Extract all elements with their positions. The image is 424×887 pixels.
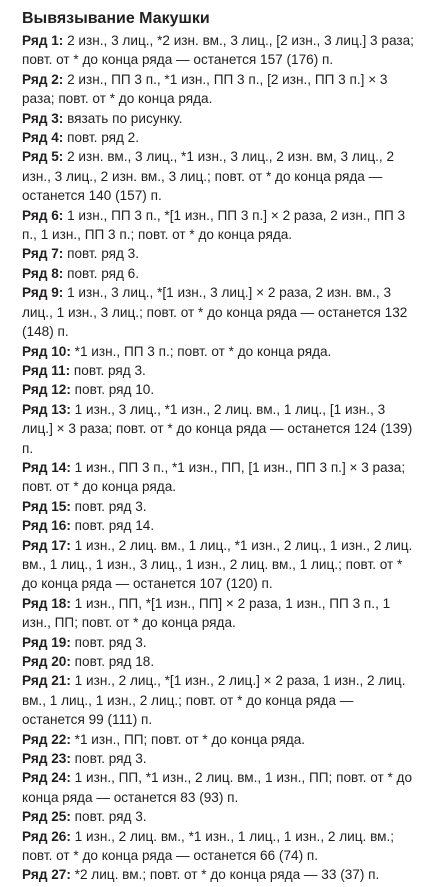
row-label: Ряд 22: (22, 731, 71, 747)
row-label: Ряд 24: (22, 770, 71, 786)
row-label: Ряд 9: (22, 285, 64, 301)
instruction-row (22, 497, 416, 516)
page-title: Вывязывание Макушки (22, 10, 210, 27)
rows-list (22, 31, 416, 885)
instruction-row (22, 827, 416, 866)
instruction-row (22, 70, 416, 109)
instruction-row (22, 109, 416, 128)
instruction-row (22, 865, 416, 884)
row-text: повт. ряд 2. (63, 130, 140, 146)
instruction-row (22, 400, 416, 458)
row-text: повт. ряд 14. (70, 518, 155, 534)
row-label: Ряд 1: (22, 33, 64, 48)
row-text: повт. ряд 3. (70, 751, 147, 767)
row-text: повт. ряд 3. (70, 498, 147, 514)
row-text: 2 изн. вм., 3 лиц., *1 изн., 3 лиц., 2 изн. вм, 3 лиц., 2 изн., 3 лиц., 2 изн. вм., 3 лиц.; повт. от * до конца ряда — останется 140 (157) п. (22, 149, 395, 204)
instruction-row (22, 730, 416, 749)
row-label: Ряд 3: (22, 110, 64, 126)
instruction-row (22, 206, 416, 245)
instruction-row (22, 31, 416, 70)
row-label: Ряд 26: (22, 828, 71, 844)
row-text: 1 изн., 3 лиц., *[1 изн., 3 лиц.] × 2 раза, 2 изн. вм., 3 лиц., 1 изн., 3 лиц.; повт. от * до конца ряда — останется 132 (148) п. (22, 285, 408, 340)
row-label: Ряд 2: (22, 71, 64, 87)
row-label: Ряд 6: (22, 207, 64, 223)
row-label: Ряд 4: (22, 130, 64, 146)
row-label: Ряд 14: (22, 459, 71, 475)
row-text: вязать по рисунку. (63, 110, 183, 126)
row-text: 1 изн., ПП, *[1 изн., ПП] × 2 раза, 1 изн., ПП 3 п., 1 изн., ПП; повт. от * до конца ряда. (22, 595, 391, 631)
instruction-row (22, 807, 416, 826)
row-label: Ряд 27: (22, 867, 71, 883)
row-label: Ряд 13: (22, 401, 71, 417)
row-label: Ряд 8: (22, 265, 64, 281)
row-text: *1 изн., ПП 3 п.; повт. от * до конца ряда. (70, 343, 332, 359)
row-text: 1 изн., 2 лиц. вм., *1 изн., 1 лиц., 1 изн., 2 лиц. вм.; повт. от * до конца ряда — останется 66 (74) п. (22, 828, 395, 864)
instruction-row (22, 244, 416, 263)
row-text: повт. ряд 3. (70, 362, 146, 378)
instruction-row (22, 128, 416, 147)
instruction-row (22, 594, 416, 633)
instruction-row (22, 380, 416, 399)
instruction-row (22, 147, 416, 205)
row-label: Ряд 5: (22, 149, 64, 165)
row-text: *2 лиц. вм.; повт. от * до конца ряда — 33 (37) п. (70, 867, 380, 883)
instruction-row (22, 458, 416, 497)
row-text: повт. ряд 3. (63, 246, 140, 262)
row-text: 2 изн., ПП 3 п., *1 изн., ПП 3 п., [2 изн., ПП 3 п.] × 3 раза; повт. от * до конца ряда. (22, 71, 388, 107)
row-text: 1 изн., 2 лиц. вм., 1 лиц., *1 изн., 2 лиц., 1 изн., 2 лиц. вм., 1 лиц., 1 изн., 3 лиц., 1 изн., 2 лиц. вм., 1 лиц.; повт. от * до конца ряда — останется 107 (120) п. (22, 537, 413, 592)
instruction-row (22, 633, 416, 652)
row-text: *1 изн., ПП; повт. от * до конца ряда. (70, 731, 306, 747)
row-text: 1 изн., 2 лиц., *[1 изн., 2 лиц.] × 2 раза, 1 изн., 2 лиц. вм., 1 лиц., 1 изн., 2 лиц.; повт. от * до конца ряда — останется 99 (111) п. (22, 673, 406, 728)
row-text: 2 изн., 3 лиц., *2 изн. вм., 3 лиц., [2 изн., 3 лиц.] 3 раза; повт. от * до конца ряда — останется 157 (176) п. (22, 33, 414, 68)
instruction-row (22, 516, 416, 535)
instruction-row (22, 749, 416, 768)
instruction-row (22, 652, 416, 671)
instruction-row (22, 671, 416, 729)
row-label: Ряд 15: (22, 498, 71, 514)
row-label: Ряд 12: (22, 382, 71, 398)
row-text: 1 изн., 3 лиц., *1 изн., 2 лиц. вм., 1 лиц., [1 изн., 3 лиц.] × 3 раза; повт. от * до конца ряда — останется 124 (139) п. (22, 401, 413, 456)
instruction-row (22, 283, 416, 341)
row-label: Ряд 20: (22, 654, 71, 669)
row-text: повт. ряд 3. (70, 634, 147, 650)
row-label: Ряд 11: (22, 362, 71, 378)
instruction-row (22, 342, 416, 361)
row-text: 1 изн., ПП 3 п., *1 изн., ПП, [1 изн., ПП 3 п.] × 3 раза; повт. от * до конца ряда. (22, 459, 406, 495)
row-label: Ряд 25: (22, 809, 71, 825)
row-text: повт. ряд 10. (70, 382, 155, 398)
row-label: Ряд 16: (22, 518, 71, 534)
row-label: Ряд 19: (22, 634, 71, 650)
instruction-row (22, 536, 416, 594)
instruction-row (22, 264, 416, 283)
row-label: Ряд 10: (22, 343, 71, 359)
row-text: повт. ряд 6. (63, 265, 140, 281)
row-text: 1 изн., ПП, *1 изн., 2 лиц. вм., 1 изн., ПП; повт. от * до конца ряда — останется 83 (93) п. (22, 770, 413, 805)
row-text: повт. ряд 18. (70, 654, 155, 669)
row-label: Ряд 7: (22, 246, 64, 262)
instruction-row (22, 361, 416, 380)
row-label: Ряд 21: (22, 673, 71, 689)
row-text: 1 изн., ПП 3 п., *[1 изн., ПП 3 п.] × 2 раза, 2 изн., ПП 3 п., 1 изн., ПП 3 п.; повт. от * до конца ряда. (22, 207, 406, 243)
row-label: Ряд 17: (22, 537, 71, 553)
instruction-row (22, 768, 416, 807)
row-text: повт. ряд 3. (70, 809, 147, 825)
row-label: Ряд 23: (22, 751, 71, 767)
row-label: Ряд 18: (22, 595, 71, 611)
